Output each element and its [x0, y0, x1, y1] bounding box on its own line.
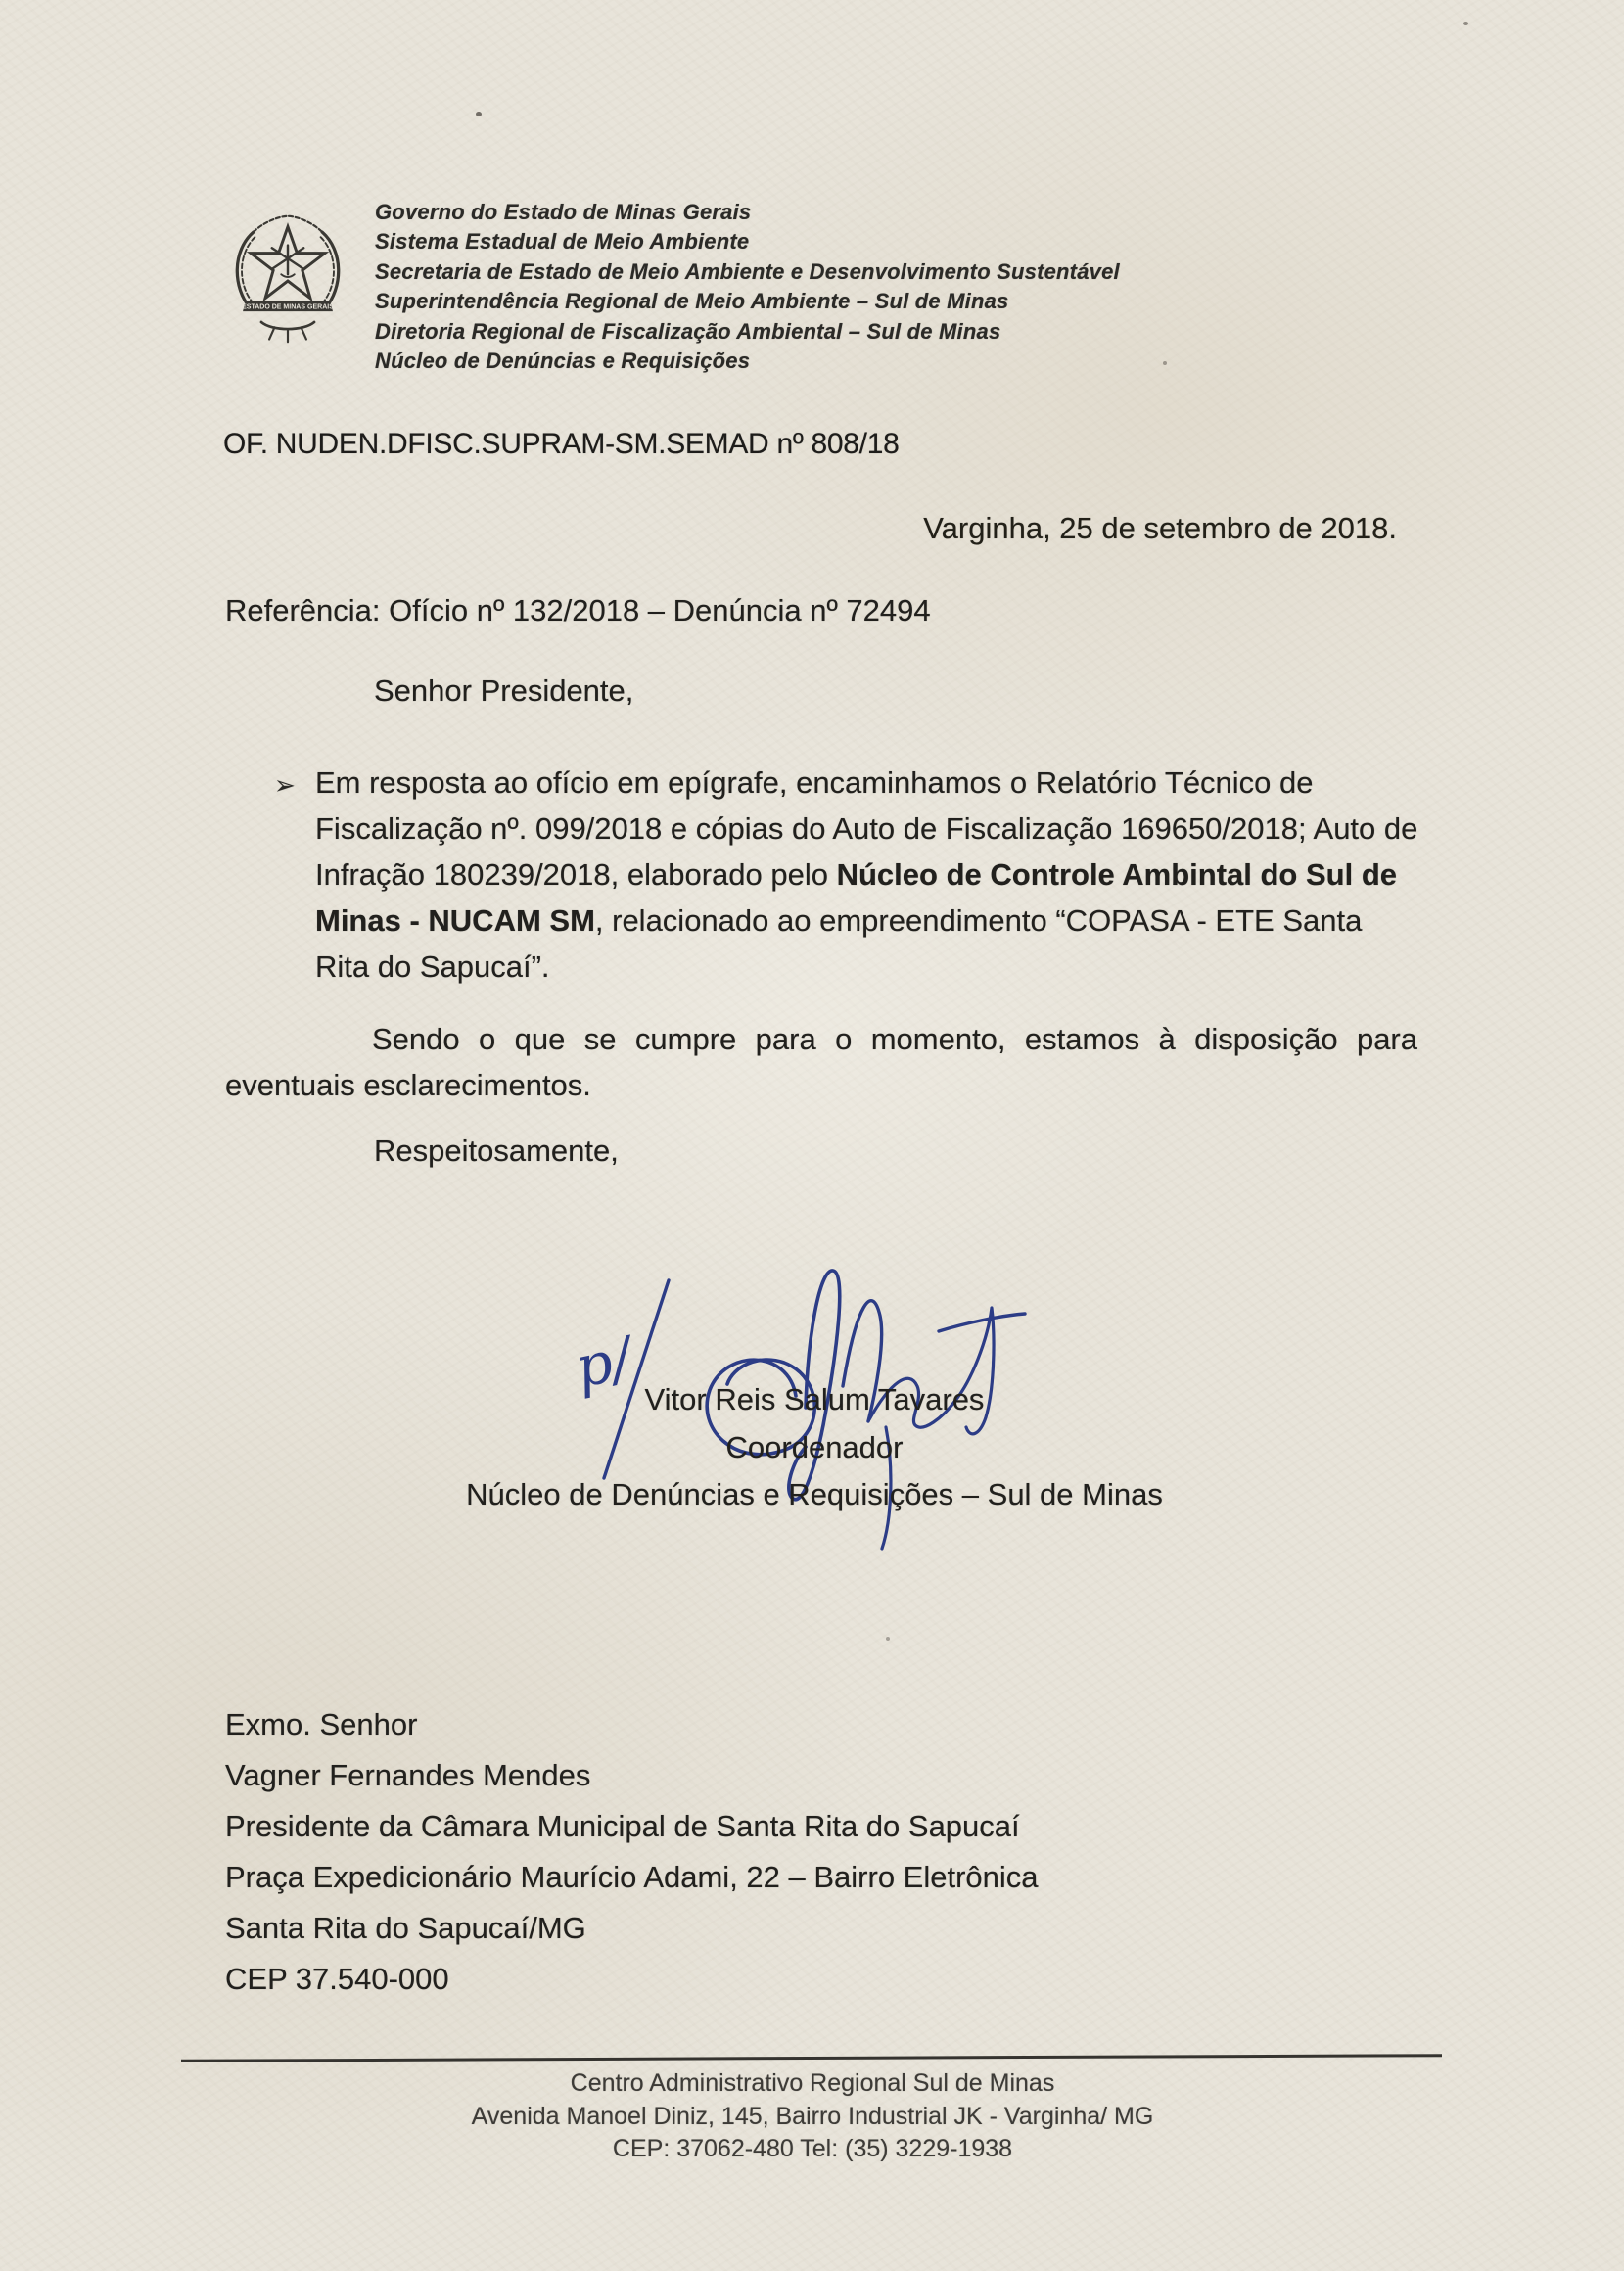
- footer-center-name: Centro Administrativo Regional Sul de Minas: [570, 2069, 1055, 2097]
- body-text-bold-nucam: Núcleo de Controle Ambintal do Sul de Minas - NUCAM SM: [315, 857, 1397, 938]
- svg-text:ESTADO DE MINAS GERAIS: ESTADO DE MINAS GERAIS: [242, 303, 334, 311]
- body-bullet-text: [315, 760, 1419, 990]
- date-line: Varginha, 25 de setembro de 2018.: [923, 511, 1397, 545]
- recipient-name: Vagner Fernandes Mendes: [225, 1758, 591, 1792]
- letterhead: [375, 198, 1305, 376]
- scan-speck: [1463, 22, 1468, 25]
- letterhead-line-nucleus: Núcleo de Denúncias e Requisições: [375, 348, 751, 374]
- banner: [242, 301, 334, 311]
- recipient-cep: CEP 37.540-000: [225, 1962, 449, 1996]
- letterhead-line-superintendence: Superintendência Regional de Meio Ambiente – Sul de Minas: [375, 289, 1009, 314]
- signature-block: [227, 1376, 1402, 1519]
- recipient-street: Praça Expedicionário Maurício Adami, 22 – Bairro Eletrônica: [225, 1860, 1039, 1894]
- signatory-title: Coordenador: [725, 1429, 904, 1464]
- body-text-after-bold: , relacionado ao empreendimento “COPASA - ETE Santa Rita do Sapucaí”.: [315, 904, 1363, 984]
- recipient-title: Presidente da Câmara Municipal de Santa Rita do Sapucaí: [225, 1809, 1020, 1843]
- office-number: OF. NUDEN.DFISC.SUPRAM-SM.SEMAD nº 808/18: [223, 428, 900, 460]
- letterhead-line-system: Sistema Estadual de Meio Ambiente: [375, 229, 750, 255]
- letterhead-line-government: Governo do Estado de Minas Gerais: [375, 200, 752, 224]
- footer-cep-phone: CEP: 37062-480 Tel: (35) 3229-1938: [612, 2135, 1013, 2162]
- reference-line: Referência: Ofício nº 132/2018 – Denúncia nº 72494: [225, 593, 931, 627]
- body-bullet-paragraph: [274, 760, 1429, 990]
- recipient-block: [225, 1699, 1039, 2005]
- arrow-bullet-icon: ➢: [274, 770, 296, 800]
- letterhead-line-secretariat: Secretaria de Estado de Meio Ambiente e Desenvolvimento Sustentável: [375, 258, 1120, 284]
- footer-address: Avenida Manoel Diniz, 145, Bairro Industrial JK - Varginha/ MG: [471, 2102, 1154, 2130]
- handwritten-pp-note: p/: [569, 1323, 638, 1402]
- letterhead-line-directorate: Diretoria Regional de Fiscalização Ambiental – Sul de Minas: [375, 318, 1001, 344]
- minas-gerais-coat-of-arms-icon: [221, 206, 354, 348]
- footer: [225, 2067, 1400, 2166]
- closing-salute: Respeitosamente,: [374, 1134, 619, 1168]
- signatory-name: Vitor Reis Salum Tavares: [644, 1382, 985, 1416]
- signatory-department: Núcleo de Denúncias e Requisições – Sul de Minas: [466, 1477, 1163, 1511]
- hammer-and-pick: [272, 246, 303, 277]
- closing-paragraph: Sendo o que se cumpre para o momento, estamos à disposição para eventuais esclarecimentos.: [225, 1022, 1417, 1102]
- scan-speck: [1163, 361, 1167, 365]
- wreath: [237, 216, 338, 342]
- scan-speck: [476, 112, 482, 116]
- footer-divider: [181, 2054, 1442, 2062]
- recipient-honorific: Exmo. Senhor: [225, 1707, 418, 1741]
- salutation: Senhor Presidente,: [374, 673, 634, 708]
- recipient-city: Santa Rita do Sapucaí/MG: [225, 1911, 586, 1945]
- scan-speck: [886, 1637, 890, 1641]
- body-text-before-bold: Em resposta ao ofício em epígrafe, encaminhamos o Relatório Técnico de Fiscalização nº. 099/2018 e cópias do Auto de Fiscalização 169650/2018; Auto de Infração 180239/2018, elaborado pelo: [315, 765, 1418, 892]
